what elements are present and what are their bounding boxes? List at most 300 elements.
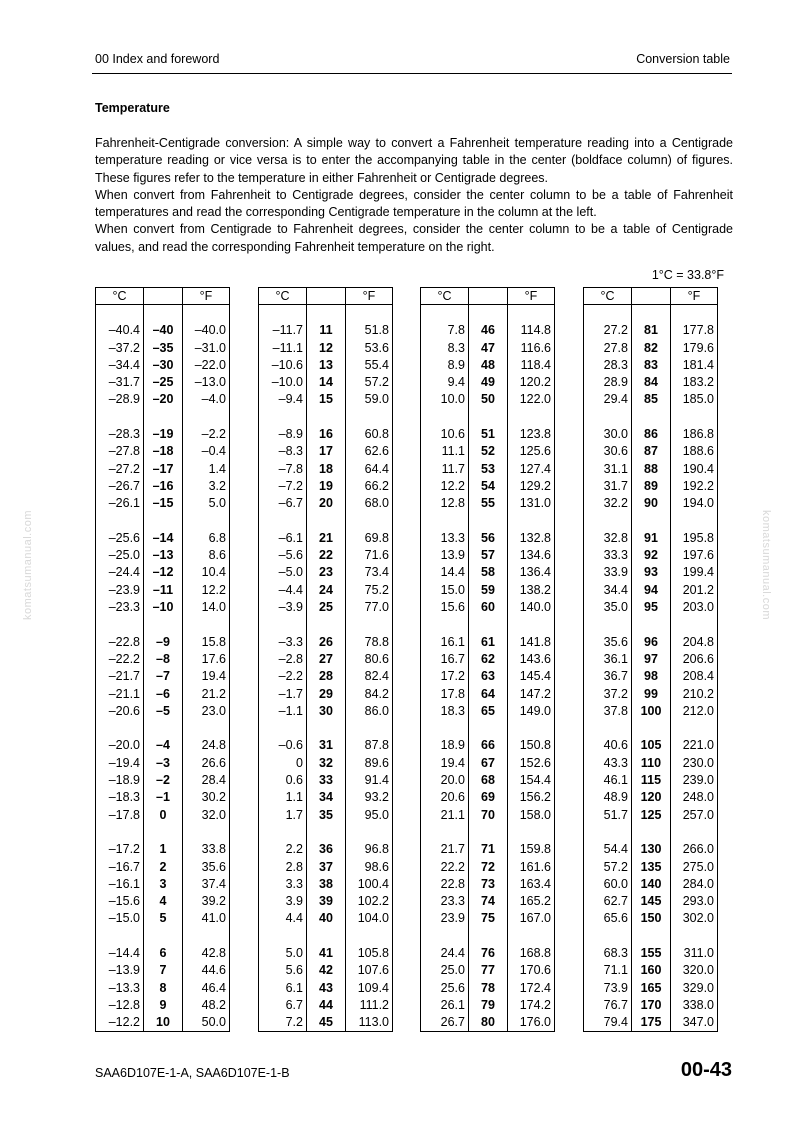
- celsius-cell: –28.3: [96, 426, 144, 443]
- value-cell: 99: [632, 686, 671, 703]
- group-spacer: [259, 720, 393, 737]
- celsius-cell: 13.9: [421, 547, 469, 564]
- celsius-cell: 31.7: [584, 478, 632, 495]
- table-row: [584, 547, 718, 564]
- celsius-cell: 37.2: [584, 686, 632, 703]
- table-row: [96, 530, 230, 547]
- fahrenheit-cell: 24.8: [183, 737, 230, 754]
- table-row: [96, 686, 230, 703]
- celsius-cell: 11.7: [421, 461, 469, 478]
- celsius-cell: 54.4: [584, 841, 632, 858]
- table-row: [421, 668, 555, 685]
- celsius-cell: –2.8: [259, 651, 307, 668]
- table-row: [584, 582, 718, 599]
- table-row: [421, 841, 555, 858]
- fahrenheit-cell: 329.0: [671, 980, 718, 997]
- value-cell: 125: [632, 807, 671, 824]
- fahrenheit-cell: 84.2: [346, 686, 393, 703]
- fahrenheit-cell: 145.4: [508, 668, 555, 685]
- value-cell: 39: [307, 893, 346, 910]
- table-row: [96, 668, 230, 685]
- table-row: [259, 391, 393, 408]
- value-cell: 72: [469, 859, 508, 876]
- celsius-cell: 20.0: [421, 772, 469, 789]
- table-row: [96, 495, 230, 512]
- group-spacer: [421, 824, 555, 841]
- value-cell: 92: [632, 547, 671, 564]
- fahrenheit-cell: 55.4: [346, 357, 393, 374]
- celsius-cell: –12.2: [96, 1014, 144, 1032]
- celsius-cell: –10.0: [259, 374, 307, 391]
- celsius-cell: 25.6: [421, 980, 469, 997]
- table-row: [584, 755, 718, 772]
- group-spacer: [96, 616, 230, 633]
- value-cell: –7: [144, 668, 183, 685]
- value-cell: 24: [307, 582, 346, 599]
- table-row: [96, 945, 230, 962]
- group-spacer: [421, 305, 555, 323]
- fahrenheit-cell: 159.8: [508, 841, 555, 858]
- value-cell: 2: [144, 859, 183, 876]
- celsius-cell: 36.7: [584, 668, 632, 685]
- value-cell: 88: [632, 461, 671, 478]
- table-row: [259, 495, 393, 512]
- header-value: [307, 288, 346, 305]
- fahrenheit-cell: 206.6: [671, 651, 718, 668]
- fahrenheit-cell: 116.6: [508, 340, 555, 357]
- value-cell: –5: [144, 703, 183, 720]
- header-celsius: °C: [96, 288, 144, 305]
- celsius-cell: –16.7: [96, 859, 144, 876]
- table-row: [584, 599, 718, 616]
- table-row: [96, 789, 230, 806]
- fahrenheit-cell: 156.2: [508, 789, 555, 806]
- table-row: [584, 391, 718, 408]
- group-spacer: [259, 616, 393, 633]
- fahrenheit-cell: –2.2: [183, 426, 230, 443]
- value-cell: 74: [469, 893, 508, 910]
- fahrenheit-cell: 177.8: [671, 322, 718, 339]
- celsius-cell: –9.4: [259, 391, 307, 408]
- fahrenheit-cell: 62.6: [346, 443, 393, 460]
- table-row: [259, 876, 393, 893]
- value-cell: 15: [307, 391, 346, 408]
- table-row: [259, 841, 393, 858]
- value-cell: 34: [307, 789, 346, 806]
- value-cell: 140: [632, 876, 671, 893]
- celsius-cell: –8.9: [259, 426, 307, 443]
- celsius-cell: –13.3: [96, 980, 144, 997]
- fahrenheit-cell: 105.8: [346, 945, 393, 962]
- group-spacer: [421, 513, 555, 530]
- celsius-cell: 12.8: [421, 495, 469, 512]
- table-row: [96, 755, 230, 772]
- value-cell: 85: [632, 391, 671, 408]
- table-row: [96, 910, 230, 927]
- table-row: [421, 962, 555, 979]
- group-spacer: [584, 928, 718, 945]
- fahrenheit-cell: 60.8: [346, 426, 393, 443]
- fahrenheit-cell: 75.2: [346, 582, 393, 599]
- value-cell: –35: [144, 340, 183, 357]
- fahrenheit-cell: 131.0: [508, 495, 555, 512]
- group-spacer: [259, 824, 393, 841]
- value-cell: 12: [307, 340, 346, 357]
- fahrenheit-cell: 140.0: [508, 599, 555, 616]
- value-cell: 65: [469, 703, 508, 720]
- celsius-cell: 3.9: [259, 893, 307, 910]
- value-cell: 18: [307, 461, 346, 478]
- value-cell: 56: [469, 530, 508, 547]
- value-cell: 54: [469, 478, 508, 495]
- fahrenheit-cell: 158.0: [508, 807, 555, 824]
- celsius-cell: –15.6: [96, 893, 144, 910]
- fahrenheit-cell: 284.0: [671, 876, 718, 893]
- value-cell: 31: [307, 737, 346, 754]
- celsius-cell: –6.1: [259, 530, 307, 547]
- celsius-cell: 68.3: [584, 945, 632, 962]
- fahrenheit-cell: –13.0: [183, 374, 230, 391]
- value-cell: 47: [469, 340, 508, 357]
- header-celsius: °C: [259, 288, 307, 305]
- celsius-cell: 16.7: [421, 651, 469, 668]
- celsius-cell: –22.8: [96, 634, 144, 651]
- conversion-equivalence: 1°C = 33.8°F: [651, 268, 724, 282]
- table-row: [584, 945, 718, 962]
- table-row: [584, 340, 718, 357]
- value-cell: 29: [307, 686, 346, 703]
- table-row: [96, 859, 230, 876]
- fahrenheit-cell: 95.0: [346, 807, 393, 824]
- value-cell: 69: [469, 789, 508, 806]
- celsius-cell: 13.3: [421, 530, 469, 547]
- value-cell: 48: [469, 357, 508, 374]
- value-cell: 50: [469, 391, 508, 408]
- table-row: [259, 910, 393, 927]
- celsius-cell: 23.3: [421, 893, 469, 910]
- value-cell: 52: [469, 443, 508, 460]
- group-spacer: [421, 616, 555, 633]
- table-row: [259, 599, 393, 616]
- value-cell: 36: [307, 841, 346, 858]
- celsius-cell: 5.0: [259, 945, 307, 962]
- fahrenheit-cell: 42.8: [183, 945, 230, 962]
- table-row: [259, 357, 393, 374]
- table-row: [421, 461, 555, 478]
- fahrenheit-cell: 98.6: [346, 859, 393, 876]
- celsius-cell: –12.8: [96, 997, 144, 1014]
- value-cell: 4: [144, 893, 183, 910]
- fahrenheit-cell: 102.2: [346, 893, 393, 910]
- celsius-cell: –21.1: [96, 686, 144, 703]
- celsius-cell: 6.1: [259, 980, 307, 997]
- table-row: [421, 530, 555, 547]
- celsius-cell: 25.0: [421, 962, 469, 979]
- value-cell: 91: [632, 530, 671, 547]
- fahrenheit-cell: 132.8: [508, 530, 555, 547]
- header-fahrenheit: °F: [183, 288, 230, 305]
- table-row: [96, 443, 230, 460]
- celsius-cell: 1.1: [259, 789, 307, 806]
- celsius-cell: 36.1: [584, 651, 632, 668]
- fahrenheit-cell: 113.0: [346, 1014, 393, 1032]
- table-row: [259, 340, 393, 357]
- value-cell: 98: [632, 668, 671, 685]
- table-row: [584, 876, 718, 893]
- value-cell: –4: [144, 737, 183, 754]
- fahrenheit-cell: 118.4: [508, 357, 555, 374]
- fahrenheit-cell: 150.8: [508, 737, 555, 754]
- table-row: [259, 374, 393, 391]
- table-row: [584, 841, 718, 858]
- table-row: [259, 859, 393, 876]
- celsius-cell: –13.9: [96, 962, 144, 979]
- table-row: [421, 789, 555, 806]
- celsius-cell: –21.7: [96, 668, 144, 685]
- fahrenheit-cell: 3.2: [183, 478, 230, 495]
- table-row: [421, 893, 555, 910]
- table-row: [96, 876, 230, 893]
- value-cell: 27: [307, 651, 346, 668]
- fahrenheit-cell: 170.6: [508, 962, 555, 979]
- value-cell: 8: [144, 980, 183, 997]
- celsius-cell: –7.8: [259, 461, 307, 478]
- fahrenheit-cell: 91.4: [346, 772, 393, 789]
- table-row: [584, 980, 718, 997]
- table-row: [421, 1014, 555, 1032]
- table-row: [584, 910, 718, 927]
- table-row: [259, 634, 393, 651]
- fahrenheit-cell: 44.6: [183, 962, 230, 979]
- fahrenheit-cell: 203.0: [671, 599, 718, 616]
- fahrenheit-cell: 14.0: [183, 599, 230, 616]
- fahrenheit-cell: –31.0: [183, 340, 230, 357]
- fahrenheit-cell: 136.4: [508, 564, 555, 581]
- fahrenheit-cell: 257.0: [671, 807, 718, 824]
- header-fahrenheit: °F: [346, 288, 393, 305]
- value-cell: 145: [632, 893, 671, 910]
- celsius-cell: –5.0: [259, 564, 307, 581]
- value-cell: 28: [307, 668, 346, 685]
- fahrenheit-cell: 167.0: [508, 910, 555, 927]
- value-cell: 86: [632, 426, 671, 443]
- celsius-cell: 24.4: [421, 945, 469, 962]
- value-cell: 22: [307, 547, 346, 564]
- value-cell: 61: [469, 634, 508, 651]
- value-cell: 97: [632, 651, 671, 668]
- value-cell: 70: [469, 807, 508, 824]
- celsius-cell: 0: [259, 755, 307, 772]
- fahrenheit-cell: 221.0: [671, 737, 718, 754]
- value-cell: 87: [632, 443, 671, 460]
- fahrenheit-cell: 32.0: [183, 807, 230, 824]
- celsius-cell: –11.1: [259, 340, 307, 357]
- fahrenheit-cell: 59.0: [346, 391, 393, 408]
- table-row: [421, 859, 555, 876]
- fahrenheit-cell: 165.2: [508, 893, 555, 910]
- table-row: [259, 461, 393, 478]
- value-cell: 75: [469, 910, 508, 927]
- table-row: [584, 443, 718, 460]
- table-row: [421, 686, 555, 703]
- table-row: [421, 651, 555, 668]
- celsius-cell: 30.0: [584, 426, 632, 443]
- watermark-right: komatsumanual.com: [760, 510, 772, 620]
- fahrenheit-cell: 50.0: [183, 1014, 230, 1032]
- table-row: [421, 772, 555, 789]
- table-row: [259, 737, 393, 754]
- celsius-cell: –18.3: [96, 789, 144, 806]
- fahrenheit-cell: 210.2: [671, 686, 718, 703]
- fahrenheit-cell: 8.6: [183, 547, 230, 564]
- table-row: [259, 686, 393, 703]
- conversion-table: [583, 287, 718, 1032]
- value-cell: –16: [144, 478, 183, 495]
- header-fahrenheit: °F: [508, 288, 555, 305]
- fahrenheit-cell: 138.2: [508, 582, 555, 599]
- value-cell: 38: [307, 876, 346, 893]
- celsius-cell: 4.4: [259, 910, 307, 927]
- group-spacer: [96, 409, 230, 426]
- table-row: [96, 599, 230, 616]
- value-cell: 81: [632, 322, 671, 339]
- value-cell: 53: [469, 461, 508, 478]
- value-cell: 26: [307, 634, 346, 651]
- table-row: [584, 686, 718, 703]
- celsius-cell: 76.7: [584, 997, 632, 1014]
- value-cell: –12: [144, 564, 183, 581]
- celsius-cell: –28.9: [96, 391, 144, 408]
- fahrenheit-cell: –0.4: [183, 443, 230, 460]
- fahrenheit-cell: 64.4: [346, 461, 393, 478]
- table-row: [421, 634, 555, 651]
- table-row: [259, 962, 393, 979]
- table-row: [96, 391, 230, 408]
- fahrenheit-cell: 185.0: [671, 391, 718, 408]
- value-cell: 135: [632, 859, 671, 876]
- table-row: [96, 841, 230, 858]
- value-cell: 11: [307, 322, 346, 339]
- table-row: [96, 322, 230, 339]
- fahrenheit-cell: 86.0: [346, 703, 393, 720]
- section-title: Temperature: [95, 101, 170, 115]
- celsius-cell: –5.6: [259, 547, 307, 564]
- celsius-cell: 40.6: [584, 737, 632, 754]
- celsius-cell: 21.1: [421, 807, 469, 824]
- value-cell: 7: [144, 962, 183, 979]
- celsius-cell: –24.4: [96, 564, 144, 581]
- celsius-cell: –26.1: [96, 495, 144, 512]
- table-row: [421, 374, 555, 391]
- fahrenheit-cell: 82.4: [346, 668, 393, 685]
- celsius-cell: –40.4: [96, 322, 144, 339]
- celsius-cell: –20.0: [96, 737, 144, 754]
- fahrenheit-cell: 100.4: [346, 876, 393, 893]
- fahrenheit-cell: 127.4: [508, 461, 555, 478]
- value-cell: –11: [144, 582, 183, 599]
- fahrenheit-cell: 199.4: [671, 564, 718, 581]
- celsius-cell: –11.7: [259, 322, 307, 339]
- fahrenheit-cell: 51.8: [346, 322, 393, 339]
- value-cell: 62: [469, 651, 508, 668]
- value-cell: 25: [307, 599, 346, 616]
- value-cell: 41: [307, 945, 346, 962]
- table-row: [96, 703, 230, 720]
- value-cell: –17: [144, 461, 183, 478]
- fahrenheit-cell: 195.8: [671, 530, 718, 547]
- fahrenheit-cell: –22.0: [183, 357, 230, 374]
- celsius-cell: 43.3: [584, 755, 632, 772]
- value-cell: 95: [632, 599, 671, 616]
- fahrenheit-cell: 48.2: [183, 997, 230, 1014]
- fahrenheit-cell: 1.4: [183, 461, 230, 478]
- value-cell: 30: [307, 703, 346, 720]
- group-spacer: [584, 305, 718, 323]
- fahrenheit-cell: 168.8: [508, 945, 555, 962]
- table-row: [584, 807, 718, 824]
- value-cell: 80: [469, 1014, 508, 1032]
- value-cell: –1: [144, 789, 183, 806]
- table-row: [421, 357, 555, 374]
- table-row: [421, 478, 555, 495]
- fahrenheit-cell: 186.8: [671, 426, 718, 443]
- value-cell: 9: [144, 997, 183, 1014]
- table-row: [259, 772, 393, 789]
- group-spacer: [584, 720, 718, 737]
- value-cell: –2: [144, 772, 183, 789]
- value-cell: 68: [469, 772, 508, 789]
- table-row: [259, 478, 393, 495]
- fahrenheit-cell: 26.6: [183, 755, 230, 772]
- value-cell: –6: [144, 686, 183, 703]
- value-cell: 1: [144, 841, 183, 858]
- celsius-cell: –25.6: [96, 530, 144, 547]
- table-row: [259, 807, 393, 824]
- celsius-cell: 26.7: [421, 1014, 469, 1032]
- group-spacer: [259, 305, 393, 323]
- table-row: [259, 668, 393, 685]
- table-row: [259, 789, 393, 806]
- celsius-cell: 2.8: [259, 859, 307, 876]
- table-row: [259, 893, 393, 910]
- value-cell: 57: [469, 547, 508, 564]
- table-row: [259, 582, 393, 599]
- value-cell: 110: [632, 755, 671, 772]
- fahrenheit-cell: 248.0: [671, 789, 718, 806]
- value-cell: 115: [632, 772, 671, 789]
- celsius-cell: 32.8: [584, 530, 632, 547]
- table-row: [584, 893, 718, 910]
- group-spacer: [259, 928, 393, 945]
- fahrenheit-cell: 188.6: [671, 443, 718, 460]
- table-row: [584, 374, 718, 391]
- fahrenheit-cell: 12.2: [183, 582, 230, 599]
- table-row: [584, 530, 718, 547]
- fahrenheit-cell: 208.4: [671, 668, 718, 685]
- table-row: [584, 997, 718, 1014]
- celsius-cell: 65.6: [584, 910, 632, 927]
- table-row: [584, 634, 718, 651]
- table-row: [96, 426, 230, 443]
- celsius-cell: 20.6: [421, 789, 469, 806]
- celsius-cell: –22.2: [96, 651, 144, 668]
- fahrenheit-cell: 28.4: [183, 772, 230, 789]
- table-row: [584, 737, 718, 754]
- value-cell: –18: [144, 443, 183, 460]
- intro-paragraph: When convert from Fahrenheit to Centigrade degrees, consider the center column to be a table of Fahrenheit temperatures and read the corresponding Centigrade temperature in the column at the left.: [95, 187, 733, 220]
- table-row: [584, 703, 718, 720]
- celsius-cell: 17.2: [421, 668, 469, 685]
